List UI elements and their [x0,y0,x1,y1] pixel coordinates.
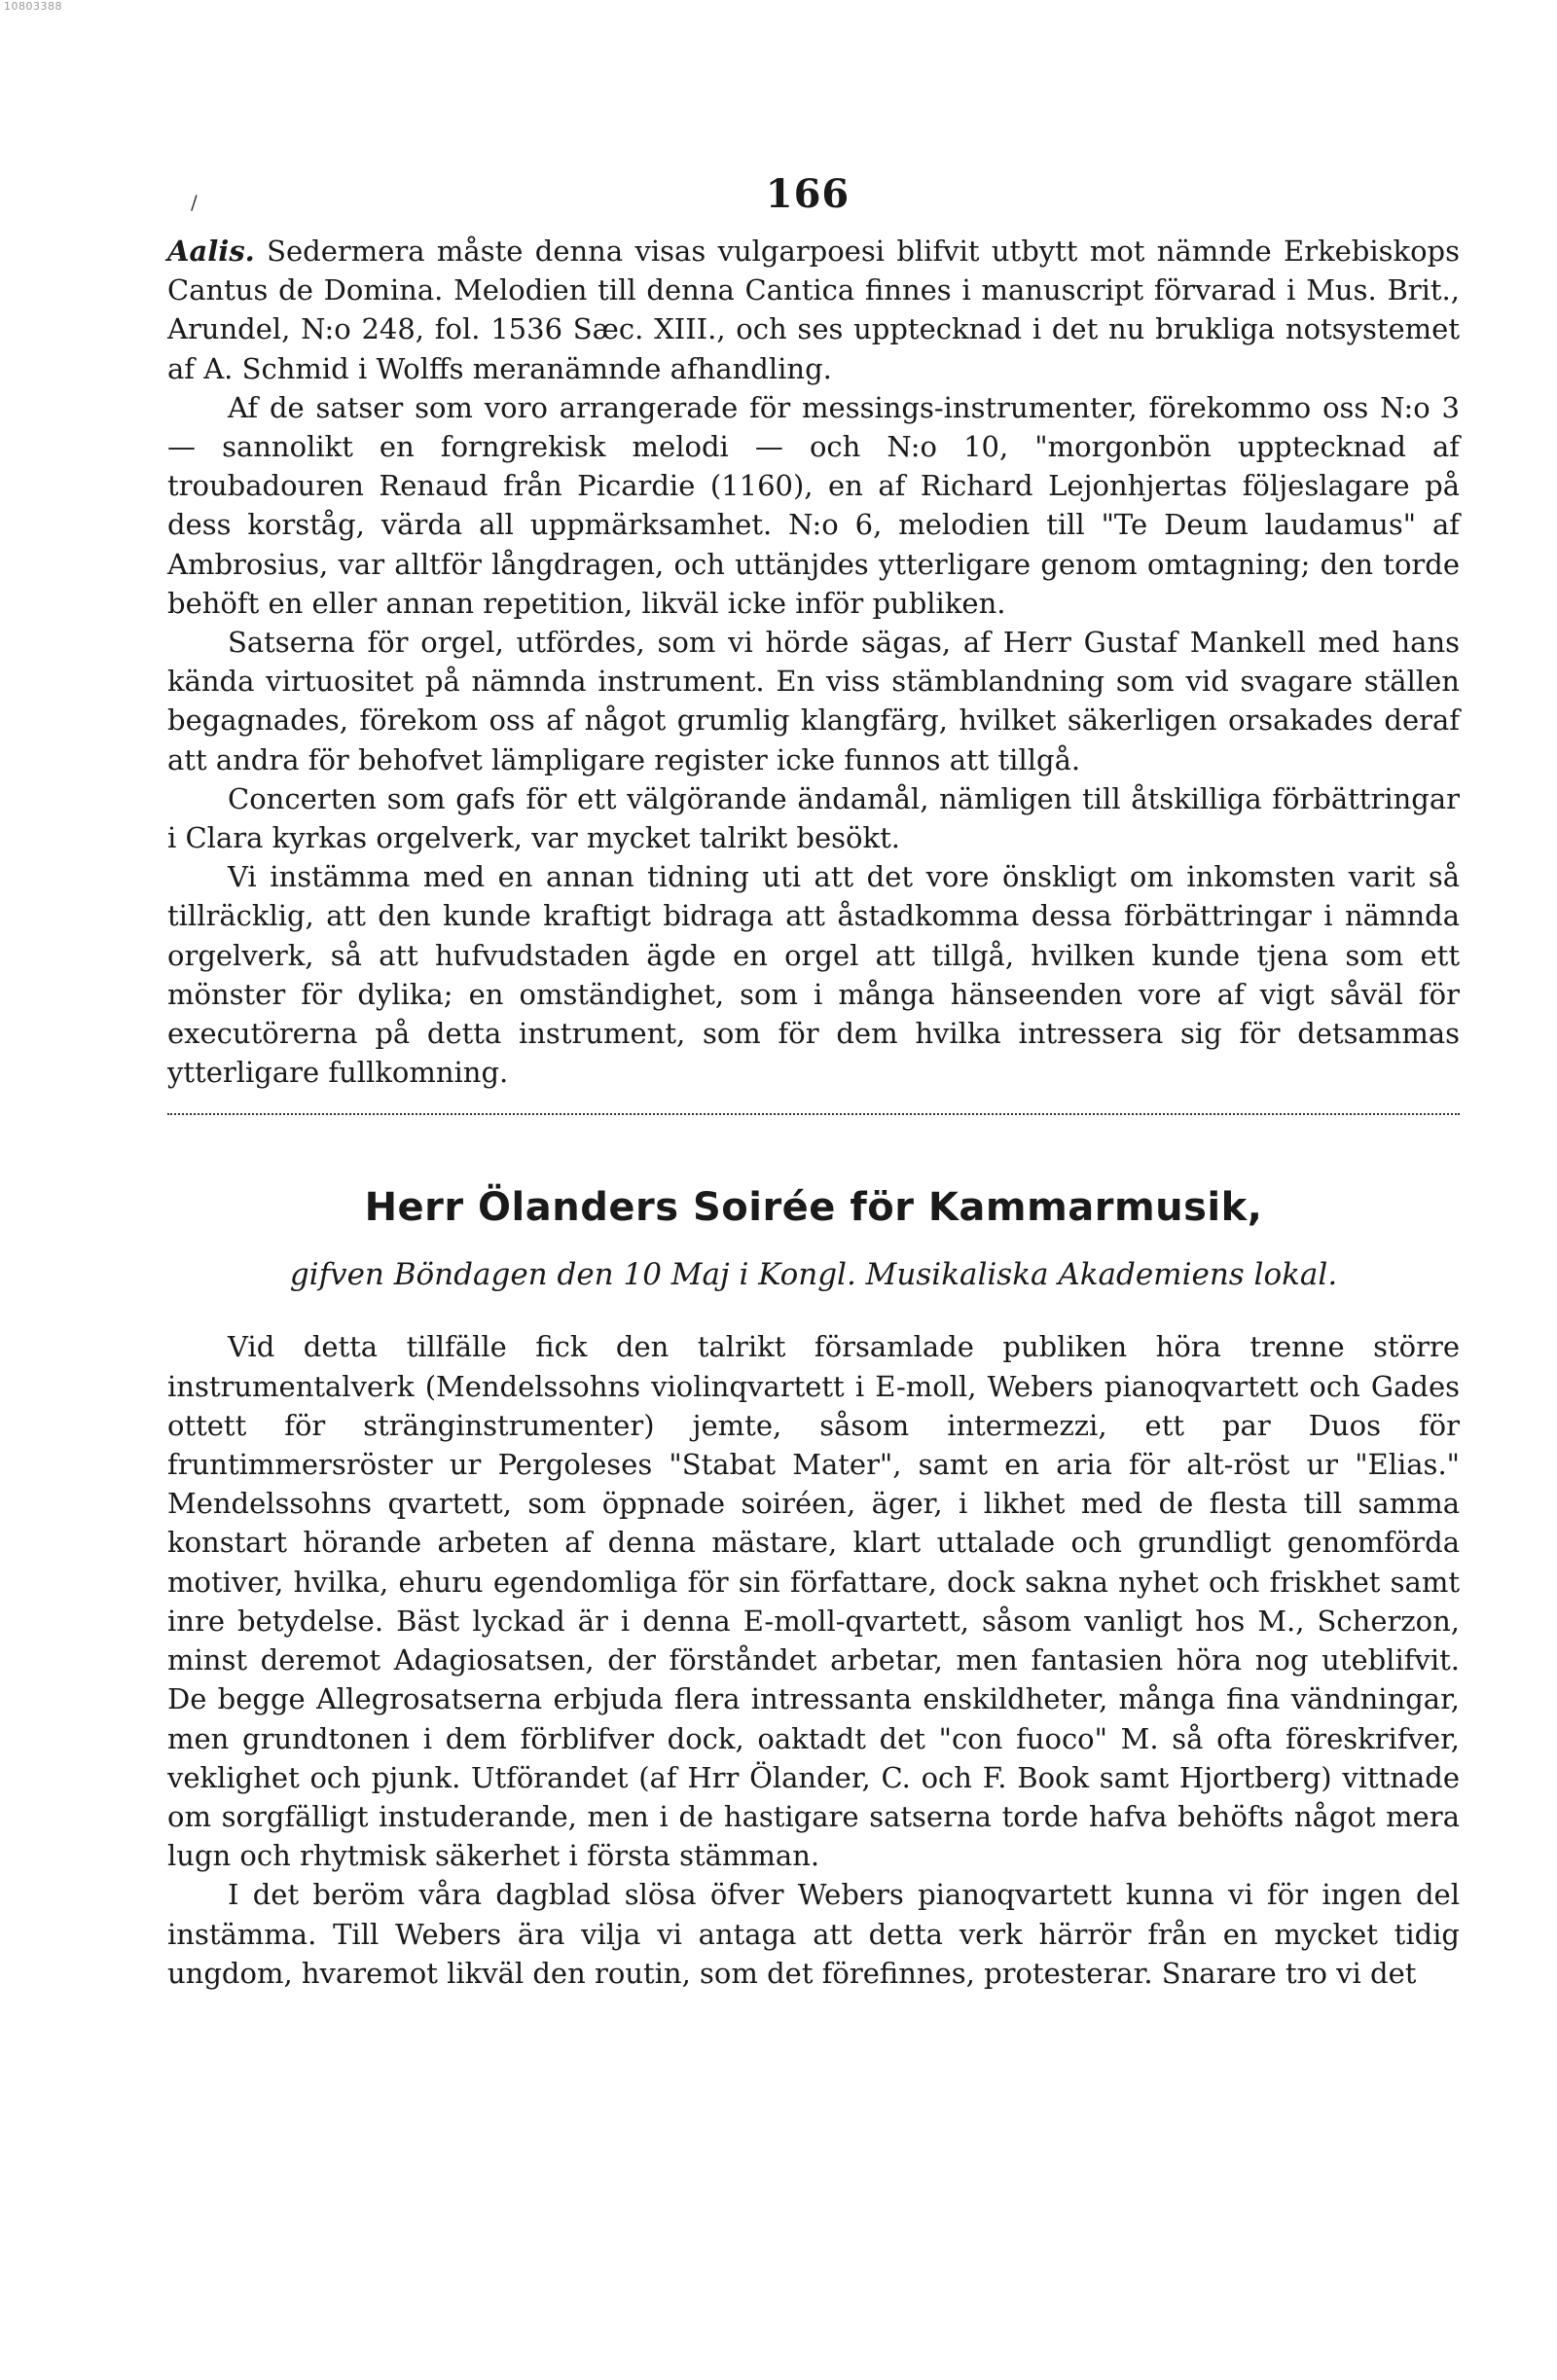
page-number: 166 [765,171,851,217]
soiree-paragraph: Vid detta tillfälle fick den talrikt församlade publiken höra trenne större instrumentalverk (Mendelssohns violinqvartett i E-moll, Webers pianoqvartett och Gades ottett för stränginstrumenter) jemte, såsom intermezzi, ett par Duos för fruntimmersröster ur Pergoleses "Stabat Mater", samt en aria för alt-röst ur "Elias." Mendelssohns qvartett, som öppnade soiréen, äger, i likhet med de flesta till samma konstart hörande arbeten af denna mästare, klart uttalade och grundligt genomförda motiver, hvilka, ehuru egendomliga för sin författare, dock sakna nyhet och friskhet samt inre betydelse. Bäst lyckad är i denna E-moll-qvartett, såsom vanligt hos M., Scherzon, minst deremot Adagiosatsen, der förståndet arbetar, men fantasien höra nog uteblifvit. De begge Allegrosatserna erbjuda flera intressanta enskildheter, många fina vändningar, men grundtonen i dem förblifver dock, oaktadt det "con fuoco" M. så ofta föreskrifver, veklighet och pjunk. Utförandet (af Hrr Ölander, C. och F. Book samt Hjortberg) vittnade om sorgfälligt instuderande, men i de hastigare satserna torde hafva behöfts något mera lugn och rhytmisk säkerhet i första stämman. [167,1330,1460,1873]
intro-paragraph: Vi instämma med en annan tidning uti att det vore önskligt om inkomsten varit så tillräcklig, att den kunde kraftigt bidraga att åstadkomma dessa förbättringar i nämnda orgelverk, så att hufvudstaden ägde en orgel att tillgå, hvilken kunde tjena som ett mönster för dylika; en omständighet, som i många hänseenden vore af vigt såväl för executörerna på detta instrument, som för dem hvilka intressera sig för detsammas ytterligare fullkomning. [167,860,1460,1090]
paragraph-text: Sedermera måste denna visas vulgarpoesi blifvit utbytt mot nämnde Erkebiskops Cantus de Domina. Melodien till denna Cantica finnes i manuscript förvarad i Mus. Brit., Arundel, N:o 248, fol. 1536 Sæc. XIII., och ses upptecknad i det nu brukliga notsystemet af A. Schmid i Wolffs meranämnde afhandling. [167,234,1460,385]
intro-paragraph: Af de satser som voro arrangerade för messings-instrumenter, förekommo oss N:o 3 — sannolikt en forngrekisk melodi — och N:o 10, "morgonbön upptecknad af troubadouren Renaud från Picardie (1160), en af Richard Lejonhjertas följeslagare på dess korståg, värda all uppmärksamhet. N:o 6, melodien till "Te Deum laudamus" af Ambrosius, var alltför långdragen, och uttänjdes ytterligare genom omtagning; den torde behöft en eller annan repetition, likväl icke inför publiken. [167,390,1460,620]
intro-paragraph: Satserna för orgel, utfördes, som vi hörde sägas, af Herr Gustaf Mankell med hans kända virtuositet på nämnda instrument. En viss stämblandning som vid svagare ställen begagnades, förekom oss af något grumlig klangfärg, hvilket säkerligen orsakades deraf att andra för behofvet lämpligare register icke funnos att tillgå. [167,626,1460,776]
intro-paragraph: Concerten som gafs för ett välgörande ändamål, nämligen till åtskilliga förbättringar i Clara kyrkas orgelverk, var mycket talrikt besökt. [167,781,1460,855]
intro-paragraph [167,232,1460,388]
lead-word: Aalis. [167,234,255,268]
section-divider [167,1113,1460,1115]
section-heading: Herr Ölanders Soirée för Kammarmusik, [364,1185,1263,1231]
text-column [167,232,1460,1993]
soiree-paragraph: I det beröm våra dagblad slösa öfver Webers pianoqvartett kunna vi för ingen del instämma. Till Webers ära vilja vi antaga att detta verk härrör från en mycket tidig ungdom, hvaremot likväl den routin, som det förefinnes, protesterar. Snarare tro vi det [167,1878,1460,1990]
scan-id: 10803388 [4,0,62,13]
section-subheading: gifven Böndagen den 10 Maj i Kongl. Musikaliska Akademiens lokal. [289,1257,1338,1293]
stray-mark: / [191,191,198,214]
